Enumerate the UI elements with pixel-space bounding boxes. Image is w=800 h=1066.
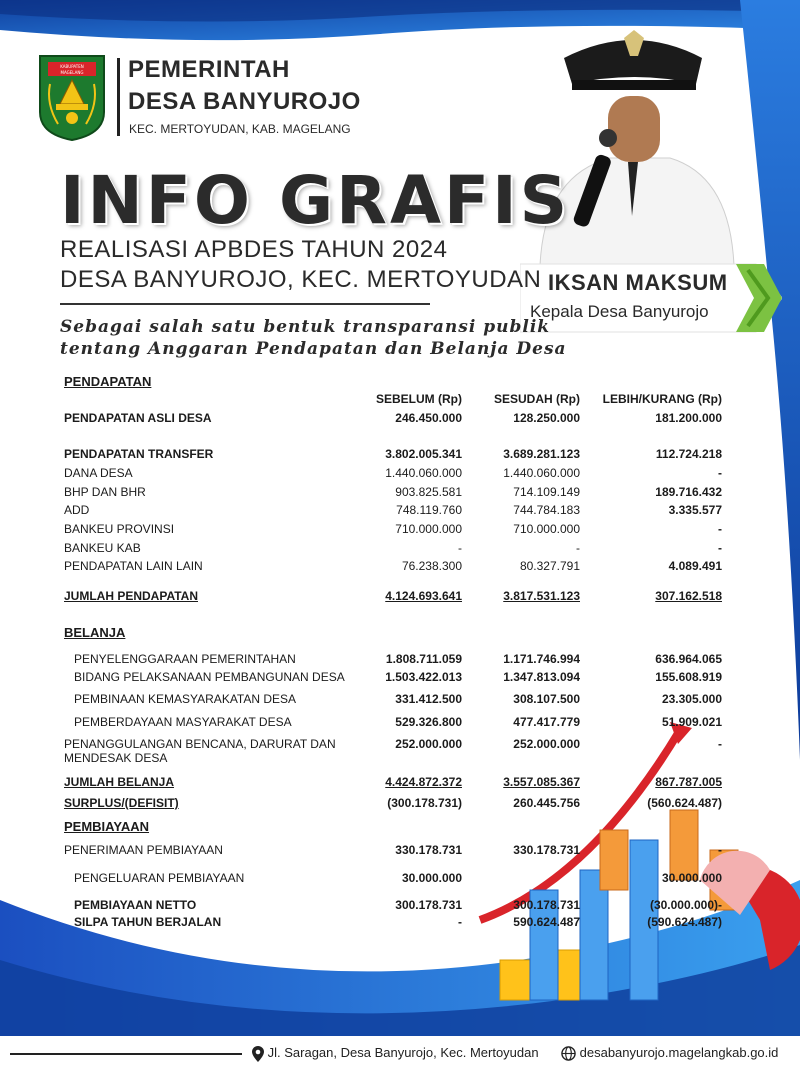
value-after: 3.817.531.123 — [503, 589, 580, 603]
row-label: SURPLUS/(DEFISIT) — [64, 796, 179, 810]
value-before: 4.124.693.641 — [385, 589, 462, 603]
value-after: 477.417.779 — [513, 715, 580, 729]
table-row — [0, 447, 800, 463]
value-before: 4.424.872.372 — [385, 775, 462, 789]
value-diff: 4.089.491 — [668, 559, 722, 573]
globe-icon — [561, 1046, 576, 1061]
table-row — [0, 466, 800, 482]
value-before: 76.238.300 — [401, 559, 462, 573]
value-after: 3.557.085.367 — [503, 775, 580, 789]
value-after: 744.784.183 — [513, 503, 580, 517]
value-diff: (30.000.000)- — [649, 898, 722, 912]
value-diff: - — [718, 737, 722, 751]
value-before: 529.326.800 — [395, 715, 462, 729]
org-line-1: PEMERINTAH — [128, 56, 290, 83]
footer-address — [252, 1045, 539, 1062]
value-diff: (590.624.487) — [647, 915, 722, 929]
table-row — [0, 522, 800, 538]
table-row — [0, 485, 800, 501]
address-text: Jl. Saragan, Desa Banyurojo, Kec. Mertoyudan — [267, 1045, 539, 1060]
table-row — [0, 871, 800, 887]
value-after: 80.327.791 — [519, 559, 580, 573]
value-diff: (560.624.487) — [647, 796, 722, 810]
row-label: BANKEU KAB — [64, 541, 141, 555]
table-row — [0, 898, 800, 914]
tagline — [60, 316, 567, 360]
value-diff: 155.608.919 — [655, 670, 722, 684]
subtitle-line-1: REALISASI APBDES TAHUN 2024 — [60, 236, 448, 263]
table-row — [0, 843, 800, 859]
value-diff: - — [718, 466, 722, 480]
row-label: JUMLAH BELANJA — [64, 775, 175, 789]
value-after: 260.445.756 — [513, 796, 580, 810]
value-before: 330.178.731 — [395, 843, 462, 857]
value-diff: 51.909.021 — [661, 715, 722, 729]
value-after: 1.171.746.994 — [503, 652, 580, 666]
value-after: 128.250.000 — [513, 411, 580, 425]
value-after: 300.178.731 — [513, 898, 580, 912]
value-after: 1.347.813.094 — [503, 670, 580, 684]
value-after: 3.689.281.123 — [503, 447, 580, 461]
value-before: 300.178.731 — [395, 898, 462, 912]
tagline-line-2: tentang Anggaran Pendapatan dan Belanja Desa — [60, 339, 567, 359]
row-label: PENDAPATAN ASLI DESA — [64, 411, 212, 425]
value-after: 714.109.149 — [513, 485, 580, 499]
table-row-total — [0, 775, 800, 791]
value-before: 710.000.000 — [395, 522, 462, 536]
value-before: - — [458, 541, 462, 555]
table-row-continued — [0, 751, 800, 767]
value-diff: 23.305.000 — [661, 692, 722, 706]
table-row — [0, 692, 800, 708]
value-after: 308.107.500 — [513, 692, 580, 706]
website-link[interactable]: desabanyurojo.magelangkab.go.id — [579, 1045, 779, 1060]
section-header-pendapatan: PENDAPATAN — [64, 374, 152, 389]
value-after: 1.440.060.000 — [503, 466, 580, 480]
table-row — [0, 559, 800, 575]
row-label: PENANGGULANGAN BENCANA, DARURAT DAN — [64, 737, 336, 751]
section-header-pembiayaan: PEMBIAYAAN — [64, 819, 150, 834]
table-row — [0, 652, 800, 668]
subtitle-rule — [60, 303, 430, 305]
page-title: INFO GRAFIS — [60, 162, 571, 239]
row-label: ADD — [64, 503, 90, 517]
table-row — [0, 503, 800, 519]
value-before: 252.000.000 — [395, 737, 462, 751]
row-label: PEMBINAAN KEMASYARAKATAN DESA — [74, 692, 297, 706]
row-label: PENDAPATAN LAIN LAIN — [64, 559, 203, 573]
value-diff: - — [718, 843, 722, 857]
value-before: (300.178.731) — [387, 796, 462, 810]
value-diff: 189.716.432 — [655, 485, 722, 499]
row-label: BANKEU PROVINSI — [64, 522, 175, 536]
table-row — [0, 915, 800, 931]
value-before: 331.412.500 — [395, 692, 462, 706]
value-diff: - — [718, 522, 722, 536]
value-after: 330.178.731 — [513, 843, 580, 857]
table-row — [0, 715, 800, 731]
subtitle-line-2: DESA BANYUROJO, KEC. MERTOYUDAN — [60, 266, 542, 293]
row-label: PENERIMAAN PEMBIAYAAN — [64, 843, 223, 857]
value-before: 246.450.000 — [395, 411, 462, 425]
org-line-2: DESA BANYUROJO — [128, 88, 361, 115]
value-before: 1.808.711.059 — [385, 652, 462, 666]
value-after: 590.624.487 — [513, 915, 580, 929]
value-diff: 867.787.005 — [655, 775, 722, 789]
footer-website[interactable] — [561, 1045, 778, 1061]
value-after: - — [576, 541, 580, 555]
location-pin-icon — [252, 1046, 264, 1062]
value-before: 3.802.005.341 — [385, 447, 462, 461]
column-header-before: SEBELUM (Rp) — [376, 392, 462, 406]
official-role: Kepala Desa Banyurojo — [530, 302, 709, 321]
value-diff: 181.200.000 — [655, 411, 722, 425]
row-label: SILPA TAHUN BERJALAN — [74, 915, 222, 929]
row-label: BIDANG PELAKSANAAN PEMBANGUNAN DESA — [74, 670, 345, 684]
table-row-total — [0, 796, 800, 812]
table-row — [0, 541, 800, 557]
table-row — [0, 411, 800, 427]
header-divider — [117, 58, 120, 136]
value-diff: 30.000.000 — [661, 871, 722, 885]
row-label: PENYELENGGARAAN PEMERINTAHAN — [74, 652, 296, 666]
table-row — [0, 670, 800, 686]
row-label: PEMBIAYAAN NETTO — [74, 898, 197, 912]
column-header-diff: LEBIH/KURANG (Rp) — [602, 392, 722, 406]
org-line-3: KEC. MERTOYUDAN, KAB. MAGELANG — [129, 122, 351, 136]
row-label: BHP DAN BHR — [64, 485, 146, 499]
row-label-continued: MENDESAK DESA — [64, 751, 168, 765]
regency-logo — [38, 54, 106, 142]
tagline-line-1: Sebagai salah satu bentuk transparansi publik — [60, 317, 551, 337]
value-before: 30.000.000 — [401, 871, 462, 885]
table-row-total — [0, 589, 800, 605]
value-diff: 3.335.577 — [668, 503, 722, 517]
svg-text:MAGELANG: MAGELANG — [60, 70, 84, 75]
value-diff: 112.724.218 — [655, 447, 722, 461]
row-label: JUMLAH PENDAPATAN — [64, 589, 198, 603]
value-before: 1.440.060.000 — [385, 466, 462, 480]
footer-rule — [10, 1053, 242, 1055]
row-label: PENDAPATAN TRANSFER — [64, 447, 214, 461]
value-diff: 307.162.518 — [655, 589, 722, 603]
official-name: IKSAN MAKSUM — [548, 270, 728, 295]
row-label: PENGELUARAN PEMBIAYAAN — [74, 871, 245, 885]
value-before: 1.503.422.013 — [385, 670, 462, 684]
row-label: PEMBERDAYAAN MASYARAKAT DESA — [74, 715, 292, 729]
value-before: 748.119.760 — [396, 503, 462, 517]
svg-text:KABUPATEN: KABUPATEN — [60, 64, 84, 69]
value-after: 710.000.000 — [513, 522, 580, 536]
value-before: 903.825.581 — [395, 485, 462, 499]
section-header-belanja: BELANJA — [64, 625, 126, 640]
value-before: - — [458, 915, 462, 929]
row-label: DANA DESA — [64, 466, 133, 480]
value-diff: 636.964.065 — [655, 652, 722, 666]
column-header-after: SESUDAH (Rp) — [494, 392, 580, 406]
value-after: 252.000.000 — [513, 737, 580, 751]
value-diff: - — [718, 541, 722, 555]
